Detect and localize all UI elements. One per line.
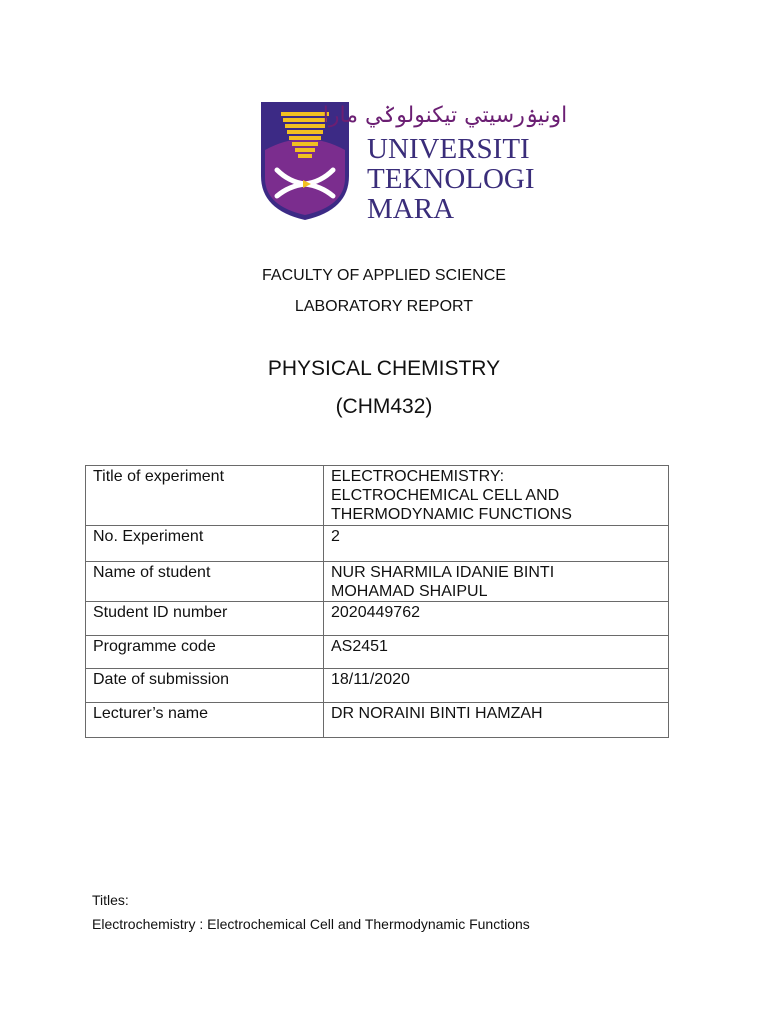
course-code: (CHM432): [335, 395, 433, 418]
row-value: [324, 602, 669, 636]
row-label: No. Experiment: [86, 526, 324, 562]
table-row: [86, 562, 669, 602]
table-row: [86, 466, 669, 526]
titles-text: Electrochemistry : Electrochemical Cell and Thermodynamic Functions: [92, 916, 530, 932]
table-row: [86, 602, 669, 636]
row-label: Title of experiment: [86, 466, 324, 526]
row-value: [324, 669, 669, 703]
row-label: Student ID number: [86, 602, 324, 636]
row-label: Date of submission: [86, 669, 324, 703]
table-row: [86, 526, 669, 562]
row-value-line: ELCTROCHEMICAL CELL AND: [331, 487, 560, 504]
row-value-line: DR NORAINI BINTI HAMZAH: [331, 705, 543, 722]
report-info-table: [85, 465, 669, 738]
row-label: Lecturer’s name: [86, 703, 324, 738]
university-logo: [259, 98, 568, 225]
table-row: [86, 636, 669, 669]
course-name: PHYSICAL CHEMISTRY: [267, 357, 501, 380]
wordmark-line-2: TEKNOLOGI: [367, 163, 535, 195]
row-label: Name of student: [86, 562, 324, 602]
row-value-line: THERMODYNAMIC FUNCTIONS: [331, 506, 572, 523]
row-value-line: NUR SHARMILA IDANIE BINTI: [331, 564, 555, 581]
wordmark-line-1: UNIVERSITI: [367, 133, 530, 165]
table-row: [86, 669, 669, 703]
jawi-wordmark: اونيۏرسيتي تيكنولوݢي مارا: [322, 103, 568, 128]
row-value: [324, 562, 669, 602]
row-value-line: 18/11/2020: [331, 671, 410, 688]
row-value: [324, 703, 669, 738]
row-value: [324, 466, 669, 526]
row-value: [324, 636, 669, 669]
row-value-line: 2: [331, 528, 340, 545]
row-value: [324, 526, 669, 562]
row-value-line: 2020449762: [331, 604, 420, 621]
row-label: Programme code: [86, 636, 324, 669]
row-value-line: ELECTROCHEMISTRY:: [331, 468, 505, 485]
wordmark-line-3: MARA: [367, 193, 455, 225]
row-value-line: MOHAMAD SHAIPUL: [331, 583, 488, 600]
table-row: [86, 703, 669, 738]
faculty-name: FACULTY OF APPLIED SCIENCE: [262, 267, 506, 284]
titles-label: Titles:: [92, 892, 129, 908]
report-type: LABORATORY REPORT: [294, 298, 474, 315]
row-value-line: AS2451: [331, 638, 388, 655]
